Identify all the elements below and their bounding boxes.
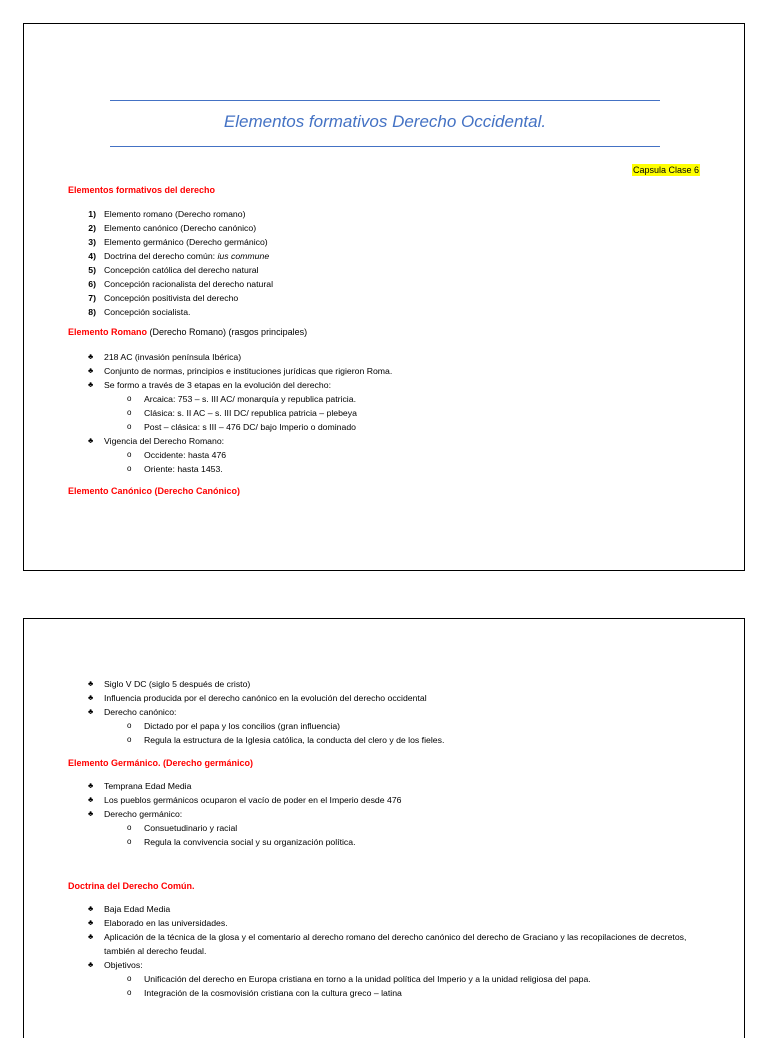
club-bullet-icon: ♣	[88, 932, 94, 941]
bullet-text: Regula la estructura de la Iglesia católica, la conducta del clero y de los fieles.	[144, 735, 445, 745]
document-title: Elementos formativos Derecho Occidental.	[223, 112, 547, 131]
club-bullet-icon: ♣	[88, 380, 94, 389]
bullet-text: Los pueblos germánicos ocuparon el vacío de poder en el Imperio desde 476	[104, 795, 402, 805]
item-text	[104, 291, 238, 305]
item-number: 4)	[88, 251, 96, 261]
item-text-plain: Elemento romano (Derecho romano)	[104, 209, 246, 219]
heading-elementos-formativos: Elementos formativos del derecho	[68, 185, 216, 195]
club-bullet-icon: ♣	[88, 918, 94, 927]
item-text	[104, 263, 259, 277]
item-text-italic: ius commune	[217, 251, 270, 261]
item-text	[104, 207, 245, 221]
bullet-text: Derecho germánico:	[104, 809, 183, 819]
bullet-text: Arcaica: 753 – s. III AC/ monarquía y republica patricia.	[144, 394, 356, 404]
circle-bullet-icon: o	[127, 974, 132, 983]
bullet-text: Se formo a través de 3 etapas en la evolución del derecho:	[104, 380, 331, 390]
capsule-label: Capsula Clase 6	[632, 165, 699, 175]
bullet-text: Aplicación de la técnica de la glosa y el comentario al derecho romano del derecho canónico del derecho de Graciano y las recopilaciones de decretos, también al derecho feudal.	[104, 932, 687, 956]
circle-bullet-icon: o	[127, 823, 132, 832]
item-text-plain: Concepción racionalista del derecho natural	[104, 279, 274, 289]
heading-elemento-romano	[68, 327, 307, 337]
bullet-text: Conjunto de normas, principios e instituciones jurídicas que rigieron Roma.	[104, 366, 393, 376]
item-text-plain: Doctrina del derecho común:	[104, 251, 218, 261]
item-text	[104, 249, 269, 263]
item-number: 8)	[88, 307, 96, 317]
item-number: 3)	[88, 237, 96, 247]
circle-bullet-icon: o	[127, 464, 132, 473]
circle-bullet-icon: o	[127, 721, 132, 730]
club-bullet-icon: ♣	[88, 436, 94, 445]
item-number: 1)	[88, 209, 96, 219]
item-number: 5)	[88, 265, 96, 275]
title-top-rule	[110, 100, 660, 101]
circle-bullet-icon: o	[127, 394, 132, 403]
bullet-text: Vigencia del Derecho Romano:	[104, 436, 225, 446]
item-text	[104, 305, 190, 319]
document-page-1	[23, 23, 745, 571]
heading-elemento-canonico: Elemento Canónico (Derecho Canónico)	[68, 486, 241, 496]
item-text	[104, 235, 268, 249]
bullet-text: Influencia producida por el derecho canónico en la evolución del derecho occidental	[104, 693, 427, 703]
item-text-plain: Concepción socialista.	[104, 307, 191, 317]
club-bullet-icon: ♣	[88, 679, 94, 688]
item-text-plain: Concepción católica del derecho natural	[104, 265, 259, 275]
item-text-plain: Elemento germánico (Derecho germánico)	[104, 237, 268, 247]
item-text	[104, 221, 256, 235]
bullet-text: Derecho canónico:	[104, 707, 177, 717]
bullet-text: Post – clásica: s III – 476 DC/ bajo Imperio o dominado	[144, 422, 356, 432]
bullet-text: Temprana Edad Media	[104, 781, 192, 791]
circle-bullet-icon: o	[127, 735, 132, 744]
circle-bullet-icon: o	[127, 422, 132, 431]
document-page-2	[23, 618, 745, 1038]
bullet-text: Occidente: hasta 476	[144, 450, 227, 460]
item-text-plain: Elemento canónico (Derecho canónico)	[104, 223, 257, 233]
club-bullet-icon: ♣	[88, 904, 94, 913]
heading-elemento-germanico: Elemento Germánico. (Derecho germánico)	[68, 758, 254, 768]
bullet-text: Oriente: hasta 1453.	[144, 464, 223, 474]
club-bullet-icon: ♣	[88, 693, 94, 702]
bullet-text: Elaborado en las universidades.	[104, 918, 228, 928]
circle-bullet-icon: o	[127, 408, 132, 417]
bullet-text: Regula la convivencia social y su organización política.	[144, 837, 356, 847]
club-bullet-icon: ♣	[88, 707, 94, 716]
heading-plain-part: (Derecho Romano) (rasgos principales)	[147, 327, 308, 337]
club-bullet-icon: ♣	[88, 352, 94, 361]
item-number: 2)	[88, 223, 96, 233]
bullet-text: Clásica: s. II AC – s. III DC/ republica patricia – plebeya	[144, 408, 357, 418]
circle-bullet-icon: o	[127, 837, 132, 846]
heading-red-part: Elemento Romano	[68, 327, 148, 337]
bullet-text: Integración de la cosmovisión cristiana con la cultura greco – latina	[144, 988, 402, 998]
bullet-text: 218 AC (invasión península Ibérica)	[104, 352, 242, 362]
club-bullet-icon: ♣	[88, 809, 94, 818]
bullet-text: Baja Edad Media	[104, 904, 171, 914]
club-bullet-icon: ♣	[88, 366, 94, 375]
title-bottom-rule	[110, 146, 660, 147]
club-bullet-icon: ♣	[88, 960, 94, 969]
item-number: 6)	[88, 279, 96, 289]
circle-bullet-icon: o	[127, 450, 132, 459]
item-text	[104, 277, 273, 291]
bullet-text: Objetivos:	[104, 960, 143, 970]
circle-bullet-icon: o	[127, 988, 132, 997]
club-bullet-icon: ♣	[88, 795, 94, 804]
bullet-text: Siglo V DC (siglo 5 después de cristo)	[104, 679, 251, 689]
club-bullet-icon: ♣	[88, 781, 94, 790]
heading-doctrina-derecho-comun: Doctrina del Derecho Común.	[68, 881, 195, 891]
bullet-text: Unificación del derecho en Europa cristiana en torno a la unidad política del Imperio y a la unidad religiosa del papa.	[144, 974, 591, 984]
item-text-plain: Concepción positivista del derecho	[104, 293, 239, 303]
bullet-text: Consuetudinario y racial	[144, 823, 238, 833]
bullet-text: Dictado por el papa y los concilios (gran influencia)	[144, 721, 341, 731]
item-number: 7)	[88, 293, 96, 303]
